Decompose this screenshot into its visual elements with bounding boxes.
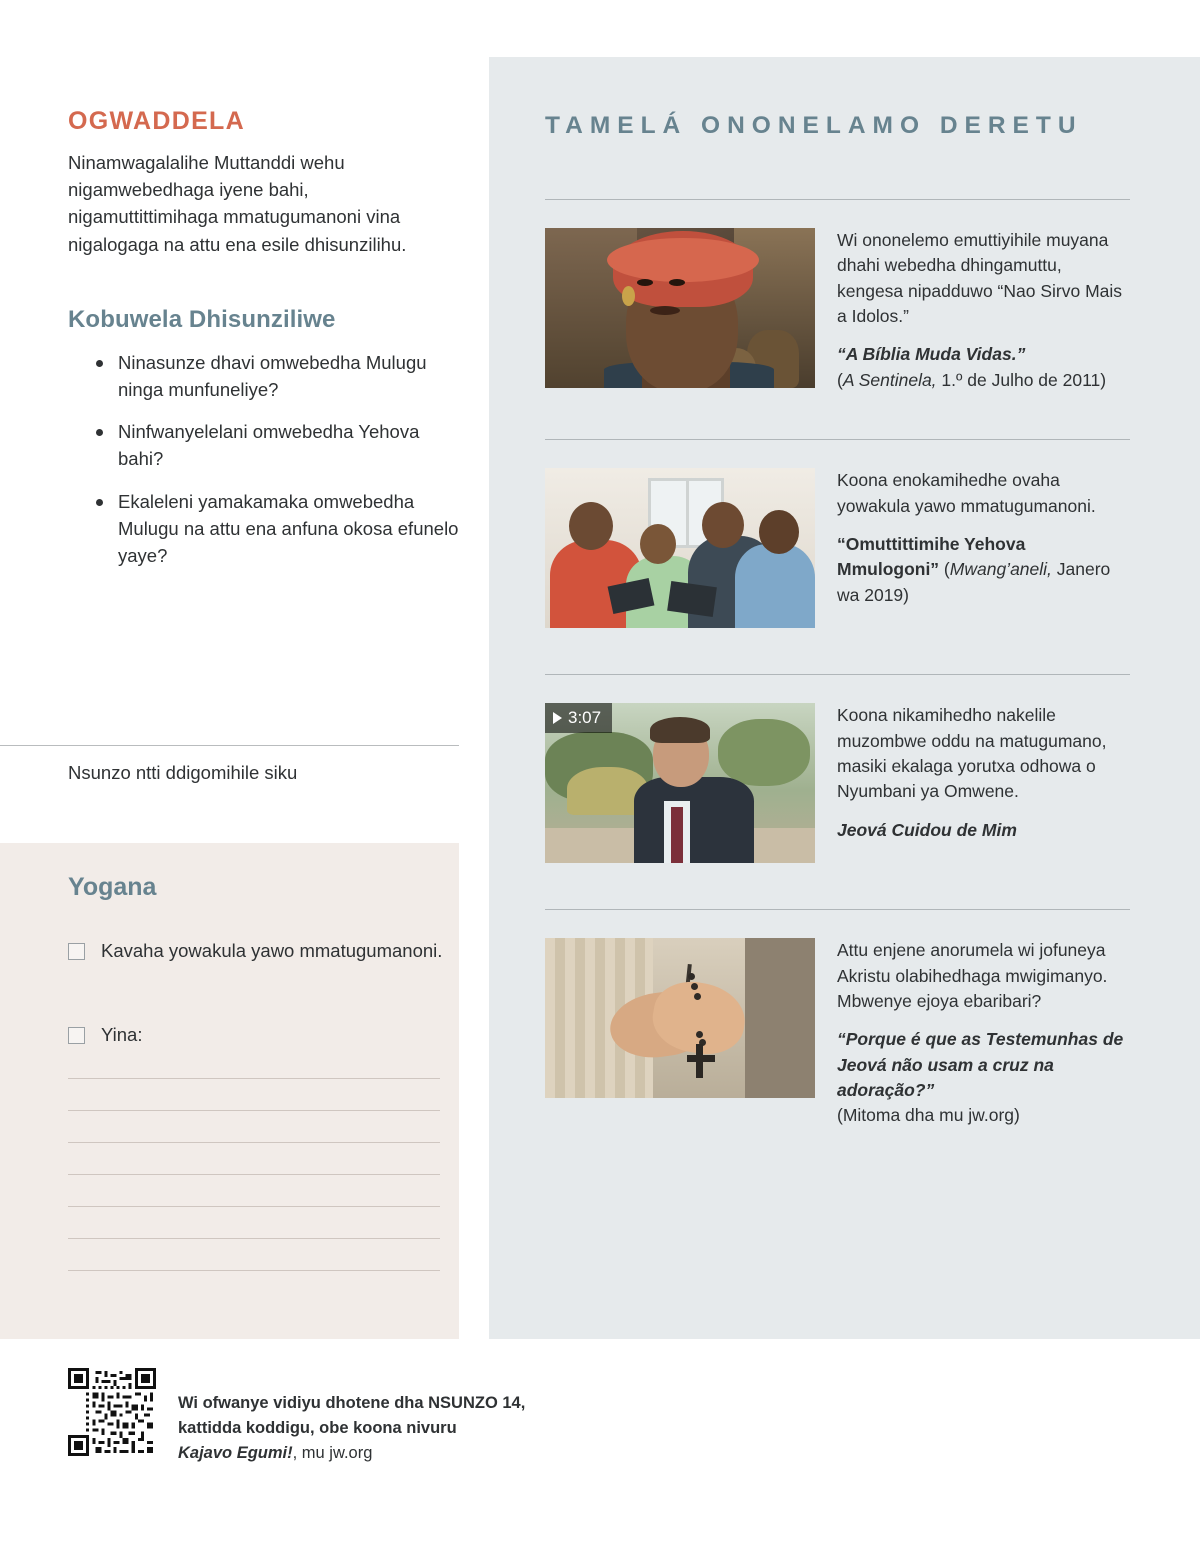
checkbox[interactable] (68, 943, 85, 960)
checkbox-row-2[interactable] (68, 1022, 448, 1049)
video-duration-label: 3:07 (568, 708, 602, 728)
suggestion-body-2: Koona enokamihedhe ovaha yowakula yawo mmatugumanoni. (837, 470, 1096, 516)
suggestion-body-4: Attu enjene anorumela wi jofuneya Akristu olabihedhaga mwigimanyo. Mbwenye ejoya ebaribari? (837, 940, 1108, 1011)
footer-line-3-italic: Kajavo Egumi! (178, 1443, 293, 1462)
suggestion-item-2 (545, 439, 1130, 628)
publication-title-2: “Omuttittimihe Yehova Mmulogoni” (837, 533, 1026, 580)
play-icon (553, 712, 562, 724)
video-duration-badge (545, 703, 612, 733)
suggestion-text-2 (837, 468, 1127, 628)
write-line[interactable] (68, 1270, 440, 1271)
left-column-content (68, 0, 459, 585)
nsunzo-note: Nsunzo ntti ddigomihile siku (68, 762, 298, 783)
write-line[interactable] (68, 1206, 440, 1207)
publication-source-italic-2: Mwang’aneli, (949, 559, 1052, 580)
publication-source-4: (Mitoma dha mu jw.org) (837, 1105, 1020, 1126)
list-item: Ninfwanyelelani omwebedha Yehova bahi? (96, 419, 463, 473)
qr-code[interactable] (68, 1368, 156, 1456)
checkbox-label: Yina: (101, 1024, 143, 1045)
family-bible-study-photo[interactable] (545, 468, 815, 628)
write-line[interactable] (68, 1174, 440, 1175)
suggestion-item-1 (545, 199, 1130, 393)
write-line[interactable] (68, 1078, 440, 1079)
kobuwela-bullet-list (68, 350, 459, 570)
publication-source-rest-2: Janero wa 2019) (837, 559, 1111, 605)
checkbox-label: Kavaha yowakula yawo mmatugumanoni. (101, 940, 443, 961)
intro-paragraph: Ninamwagalalihe Muttanddi wehu nigamwebedhaga iyene bahi, nigamuttittimihaga mmatugumanoni vina nigalogaga na attu ena esile dhisunzilihu. (68, 152, 407, 255)
publication-source-italic-1: A Sentinela, (842, 369, 937, 390)
section-heading-tamela: TAMELÁ ONONELAMO DERETU (545, 112, 1083, 139)
publication-source-prefix-2: ( (939, 559, 950, 580)
footer-line-3-rest: , mu jw.org (292, 1443, 373, 1462)
publication-title-4: “Porque é que as Testemunhas de Jeová não usam a cruz na adoração?” (837, 1029, 1124, 1101)
right-column (545, 0, 1130, 1129)
suggestion-body-1: Wi ononelemo emuttiyihile muyana dhahi webedha dhingamuttu, kengesa nipadduwo “Nao Sirvo Mais a Idolos.” (837, 229, 1123, 327)
publication-source-rest-1: 1.º de Julho de 2011) (936, 369, 1107, 390)
list-item: Ekaleleni yamakamaka omwebedha Mulugu na attu ena anfuna okosa efunelo yaye? (96, 489, 463, 569)
publication-title-3: Jeová Cuidou de Mim (837, 819, 1017, 840)
publication-title-1: “A Bíblia Muda Vidas.” (837, 344, 1026, 365)
man-in-suit-video-thumbnail[interactable] (545, 703, 815, 863)
suggestion-text-3 (837, 703, 1127, 863)
page-title-ogwaddela: OGWADDELA (68, 107, 245, 135)
list-item: Ninasunze dhavi omwebedha Mulugu ninga munfuneliye? (96, 350, 463, 404)
checkbox[interactable] (68, 1027, 85, 1044)
suggestion-text-1 (837, 228, 1127, 393)
footer-line-2: kattidda koddigu, obe koona nivuru (178, 1418, 457, 1437)
write-in-lines[interactable] (68, 1078, 440, 1302)
section-heading-kobuwela: Kobuwela Dhisunziliwe (68, 305, 336, 333)
divider (0, 745, 459, 746)
suggestion-item-4 (545, 909, 1130, 1129)
checkbox-row-1[interactable] (68, 938, 448, 965)
suggestion-text-4 (837, 938, 1127, 1129)
suggestion-item-3 (545, 674, 1130, 863)
hands-holding-rosary-photo[interactable] (545, 938, 815, 1098)
write-line[interactable] (68, 1110, 440, 1111)
footer-line-1: Wi ofwanye vidiyu dhotene dha NSUNZO 14, (178, 1394, 526, 1412)
left-column (0, 0, 489, 1543)
publication-source-prefix-1: ( (837, 369, 843, 390)
suggestion-body-3: Koona nikamihedho nakelile muzombwe oddu na matugumano, masiki ekalaga yorutxa odhowa o Nyumbani ya Omwene. (837, 705, 1107, 802)
write-line[interactable] (68, 1142, 440, 1143)
write-line[interactable] (68, 1238, 440, 1239)
woman-with-headscarf-photo[interactable] (545, 228, 815, 388)
section-heading-yogana: Yogana (68, 873, 157, 901)
footer-text (178, 1368, 525, 1465)
footer (68, 1368, 525, 1465)
